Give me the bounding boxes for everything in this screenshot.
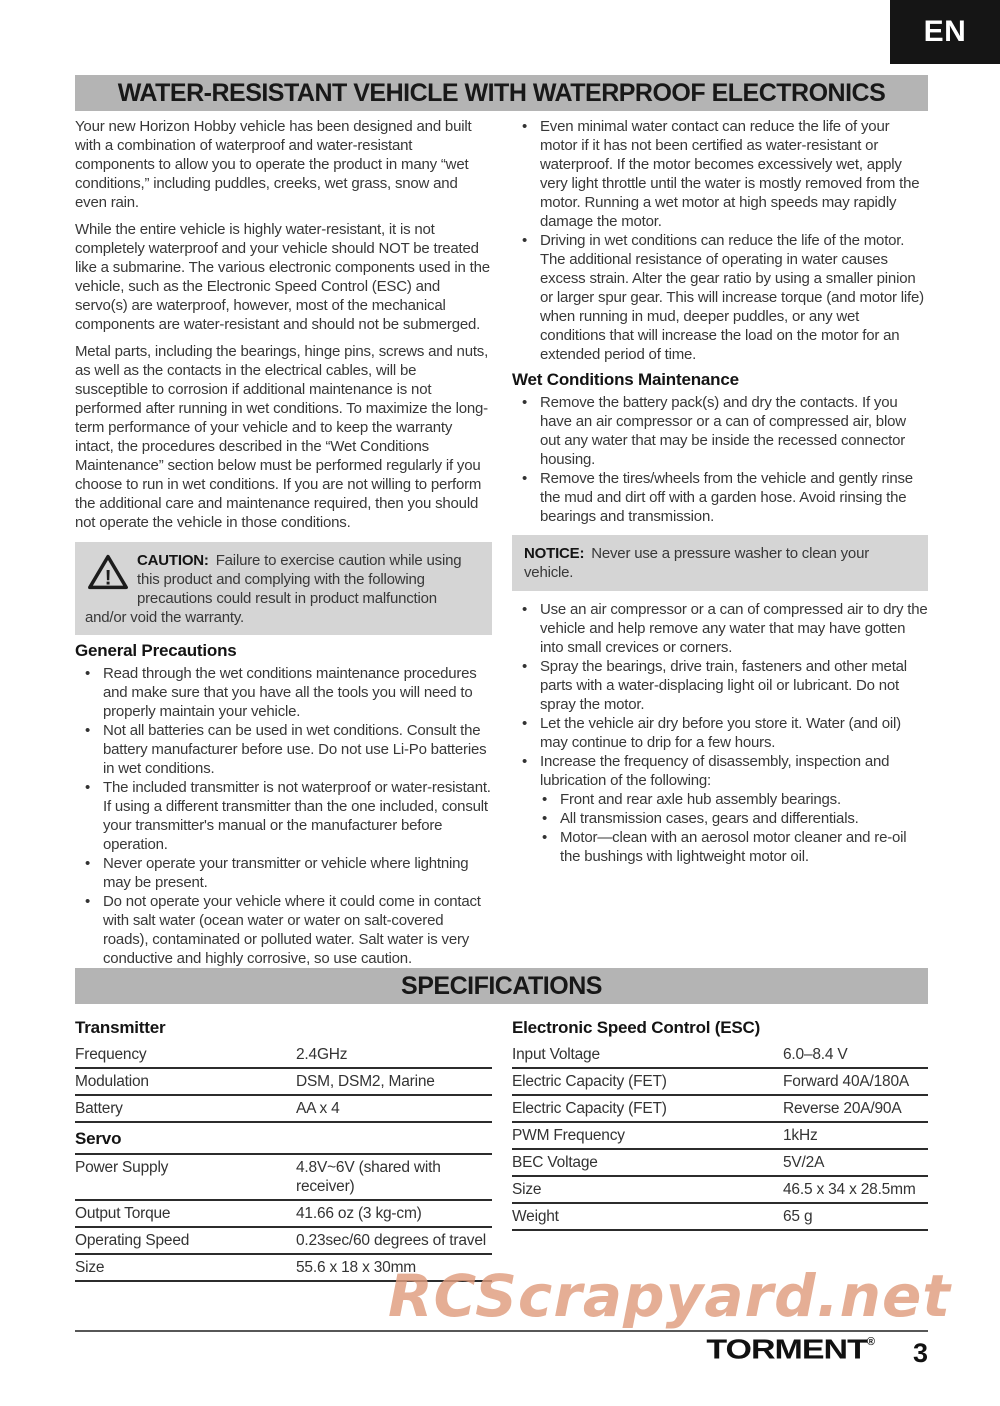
spec-table-heading: Servo <box>75 1123 492 1155</box>
list-item <box>75 721 492 778</box>
right-column <box>512 117 928 866</box>
notice-label: NOTICE: <box>524 545 585 562</box>
spec-row-value: AA x 4 <box>296 1100 340 1117</box>
warning-triangle-icon <box>87 553 129 591</box>
bullet-icon: • <box>542 791 548 808</box>
spec-row-label: Battery <box>75 1100 123 1117</box>
lubrication-sub-list <box>512 790 928 866</box>
list-item-text: Remove the battery pack(s) and dry the contacts. If you have an air compressor or a can of compressed air, blow out any water that may be inside the recessed connector housing. <box>540 394 906 468</box>
spec-row-label: Output Torque <box>75 1205 171 1222</box>
bullet-icon: • <box>522 394 528 411</box>
spec-row-value: 4.8V~6V (shared with receiver) <box>296 1159 441 1195</box>
bullet-icon: • <box>85 893 91 910</box>
spec-row-value: 0.23sec/60 degrees of travel <box>296 1232 486 1249</box>
spec-row-label: Size <box>512 1181 542 1198</box>
general-precautions-list <box>75 664 492 968</box>
spec-row-value: DSM, DSM2, Marine <box>296 1073 435 1090</box>
bullet-icon: • <box>522 118 528 135</box>
list-item <box>75 778 492 854</box>
spec-row-value: 55.6 x 18 x 30mm <box>296 1259 416 1276</box>
spec-row-label: Power Supply <box>75 1159 169 1176</box>
section-header-water-resistant: WATER-RESISTANT VEHICLE WITH WATERPROOF ELECTRONICS <box>75 75 928 111</box>
bullet-icon: • <box>85 855 91 872</box>
page-content <box>75 75 928 1282</box>
list-item-text: Driving in wet conditions can reduce the life of the motor. The additional resistance of operating in water causes excess strain. Alter the gear ratio by using a smaller pinion or larger spur gear. This will increase torque (and motor life) when running in mud, deeper puddles, or any wet conditions that will increase the load on the motor for an extended period of time. <box>540 232 924 363</box>
bullet-icon: • <box>522 232 528 249</box>
spec-table <box>75 1123 492 1282</box>
list-item <box>512 657 928 714</box>
spec-column-right <box>512 1012 928 1282</box>
registered-mark: ® <box>866 1336 875 1348</box>
page-number: 3 <box>912 1338 928 1368</box>
list-item-text: Spray the bearings, drive train, fasteners and other metal parts with a water-displacing light oil or lubricant. Do not spray the motor. <box>540 658 907 713</box>
list-item-text: Read through the wet conditions maintenance procedures and make sure that you have all the tools you will need to properly maintain your vehicle. <box>103 665 477 720</box>
spec-row-label: Weight <box>512 1208 559 1225</box>
general-precautions-heading: General Precautions <box>75 641 237 660</box>
bullet-icon: • <box>85 722 91 739</box>
spec-row-value: Forward 40A/180A <box>783 1073 910 1090</box>
list-item <box>512 117 928 231</box>
spec-row-label: Electric Capacity (FET) <box>512 1073 667 1090</box>
paragraph: Metal parts, including the bearings, hinge pins, screws and nuts, as well as the contacts in the electrical cables, will be susceptible to corrosion if additional maintenance is not performed after running in wet conditions. To maximize the long-term performance of your vehicle and to keep the warranty intact, the procedures described in the “Wet Conditions Maintenance” section below must be performed regularly if you choose to run in wet conditions. If you are not willing to perform the additional care and maintenance required, then you should not operate the vehicle in those conditions. <box>75 343 489 531</box>
spec-table <box>75 1012 492 1123</box>
spec-row-value: 2.4GHz <box>296 1046 348 1063</box>
bullet-icon: • <box>85 779 91 796</box>
list-item-text: Let the vehicle air dry before you store it. Water (and oil) may continue to drip for a few hours. <box>540 715 901 751</box>
footer <box>0 1334 928 1373</box>
spec-row <box>512 1069 928 1096</box>
spec-table-heading: Transmitter <box>75 1018 166 1037</box>
intro-paragraphs <box>75 117 492 532</box>
motor-care-list <box>512 117 928 364</box>
list-item <box>75 664 492 721</box>
spec-row-value: 65 g <box>783 1208 813 1225</box>
spec-row <box>75 1042 492 1069</box>
specifications-tables <box>75 1012 928 1282</box>
spec-row-label: Electric Capacity (FET) <box>512 1100 667 1117</box>
spec-row <box>75 1096 492 1123</box>
list-item <box>75 892 492 968</box>
bullet-icon: • <box>522 753 528 770</box>
list-item-text: Motor—clean with an aerosol motor cleaner and re-oil the bushings with lightweight motor oil. <box>560 829 907 865</box>
spec-row-label: Input Voltage <box>512 1046 600 1063</box>
list-item-text: Do not operate your vehicle where it could come in contact with salt water (ocean water or water on salt-covered roads), contaminated or polluted water. Salt water is very conductive and highly corrosive, so use caution. <box>103 893 481 967</box>
list-item <box>512 752 928 790</box>
spec-row-value: Reverse 20A/90A <box>783 1100 902 1117</box>
list-item <box>532 790 928 809</box>
left-column <box>75 117 492 968</box>
brand-logo-wrap <box>706 1334 875 1373</box>
bullet-icon: • <box>522 470 528 487</box>
list-item <box>512 393 928 469</box>
notice-text: Never use a pressure washer to clean your vehicle. <box>524 545 870 581</box>
spec-row-value: 5V/2A <box>783 1154 825 1171</box>
spec-row-label: Frequency <box>75 1046 147 1063</box>
language-tag: EN <box>890 0 1000 64</box>
paragraph: While the entire vehicle is highly water-resistant, it is not completely waterproof and your vehicle should NOT be treated like a submarine. The various electronic components used in the vehicle, such as the Electronic Speed Control (ESC) and servo(s) are waterproof, however, most of the mechanical components are water-resistant and should not be submerged. <box>75 221 490 333</box>
spec-row <box>512 1204 928 1231</box>
paragraph: Your new Horizon Hobby vehicle has been designed and built with a combination of waterproof and water-resistant components to allow you to operate the product in many “wet conditions,” including puddles, creeks, wet grass, snow and even rain. <box>75 118 472 211</box>
caution-box <box>75 542 492 635</box>
spec-row <box>512 1042 928 1069</box>
spec-row <box>512 1150 928 1177</box>
list-item <box>532 828 928 866</box>
spec-row <box>75 1155 492 1201</box>
list-item <box>75 854 492 892</box>
list-item <box>512 469 928 526</box>
bullet-icon: • <box>85 665 91 682</box>
torment-logo: TORMENT <box>706 1334 867 1366</box>
spec-row <box>512 1096 928 1123</box>
list-item <box>512 714 928 752</box>
spec-table <box>512 1012 928 1231</box>
list-item <box>512 600 928 657</box>
bullet-icon: • <box>522 658 528 675</box>
two-column-text <box>75 117 928 968</box>
list-item-text: Use an air compressor or a can of compressed air to dry the vehicle and help remove any water that may have gotten into small crevices or corners. <box>540 601 928 656</box>
list-item <box>532 809 928 828</box>
spec-row-label: Modulation <box>75 1073 149 1090</box>
spec-table-heading: Electronic Speed Control (ESC) <box>512 1018 761 1037</box>
bullet-icon: • <box>542 829 548 846</box>
wet-conditions-list <box>512 393 928 526</box>
bullet-icon: • <box>522 601 528 618</box>
drying-care-list <box>512 600 928 790</box>
section-header-specifications: SPECIFICATIONS <box>75 968 928 1004</box>
spec-row-value: 46.5 x 34 x 28.5mm <box>783 1181 916 1198</box>
caution-label: CAUTION: <box>137 552 209 569</box>
list-item-text: Even minimal water contact can reduce the life of your motor if it has not been certified as water-resistant or waterproof. If the motor becomes excessively wet, apply very light throttle until the water is mostly removed from the motor. Running a wet motor at high speeds may rapidly damage the motor. <box>540 118 920 230</box>
spec-row <box>75 1201 492 1228</box>
list-item-text: Front and rear axle hub assembly bearings. <box>560 791 841 808</box>
svg-text:!: ! <box>104 566 112 590</box>
spec-row <box>75 1069 492 1096</box>
spec-column-left <box>75 1012 492 1282</box>
spec-row <box>512 1123 928 1150</box>
list-item-text: All transmission cases, gears and differentials. <box>560 810 859 827</box>
list-item-text: Not all batteries can be used in wet conditions. Consult the battery manufacturer before use. Do not use Li-Po batteries in wet conditions. <box>103 722 487 777</box>
spec-row-value: 1kHz <box>783 1127 818 1144</box>
caution-text: Failure to exercise caution while using this product and complying with the following precautions could result in product malfunction and/or void the warranty. <box>85 552 462 626</box>
watermark-text: RCScrapyard.net <box>388 1262 952 1330</box>
list-item-text: The included transmitter is not waterproof or water-resistant. If using a different transmitter than the one included, consult your transmitter's manual or the manufacturer before operation. <box>103 779 491 853</box>
spec-row-label: Size <box>75 1259 105 1276</box>
spec-row-label: PWM Frequency <box>512 1127 625 1144</box>
spec-row-value: 6.0–8.4 V <box>783 1046 848 1063</box>
spec-row <box>75 1228 492 1255</box>
bullet-icon: • <box>542 810 548 827</box>
notice-box <box>512 535 928 591</box>
list-item-text: Remove the tires/wheels from the vehicle and gently rinse the mud and dirt off with a garden hose. Avoid rinsing the bearings and transmission. <box>540 470 913 525</box>
list-item-text: Never operate your transmitter or vehicle where lightning may be present. <box>103 855 469 891</box>
list-item <box>512 231 928 364</box>
spec-row-value: 41.66 oz (3 kg-cm) <box>296 1205 422 1222</box>
spec-row-label: BEC Voltage <box>512 1154 598 1171</box>
footer-rule <box>75 1330 928 1332</box>
wet-conditions-maintenance-heading: Wet Conditions Maintenance <box>512 370 739 389</box>
spec-row <box>512 1177 928 1204</box>
list-item-text: Increase the frequency of disassembly, inspection and lubrication of the following: <box>540 753 890 789</box>
bullet-icon: • <box>522 715 528 732</box>
spec-row-label: Operating Speed <box>75 1232 190 1249</box>
